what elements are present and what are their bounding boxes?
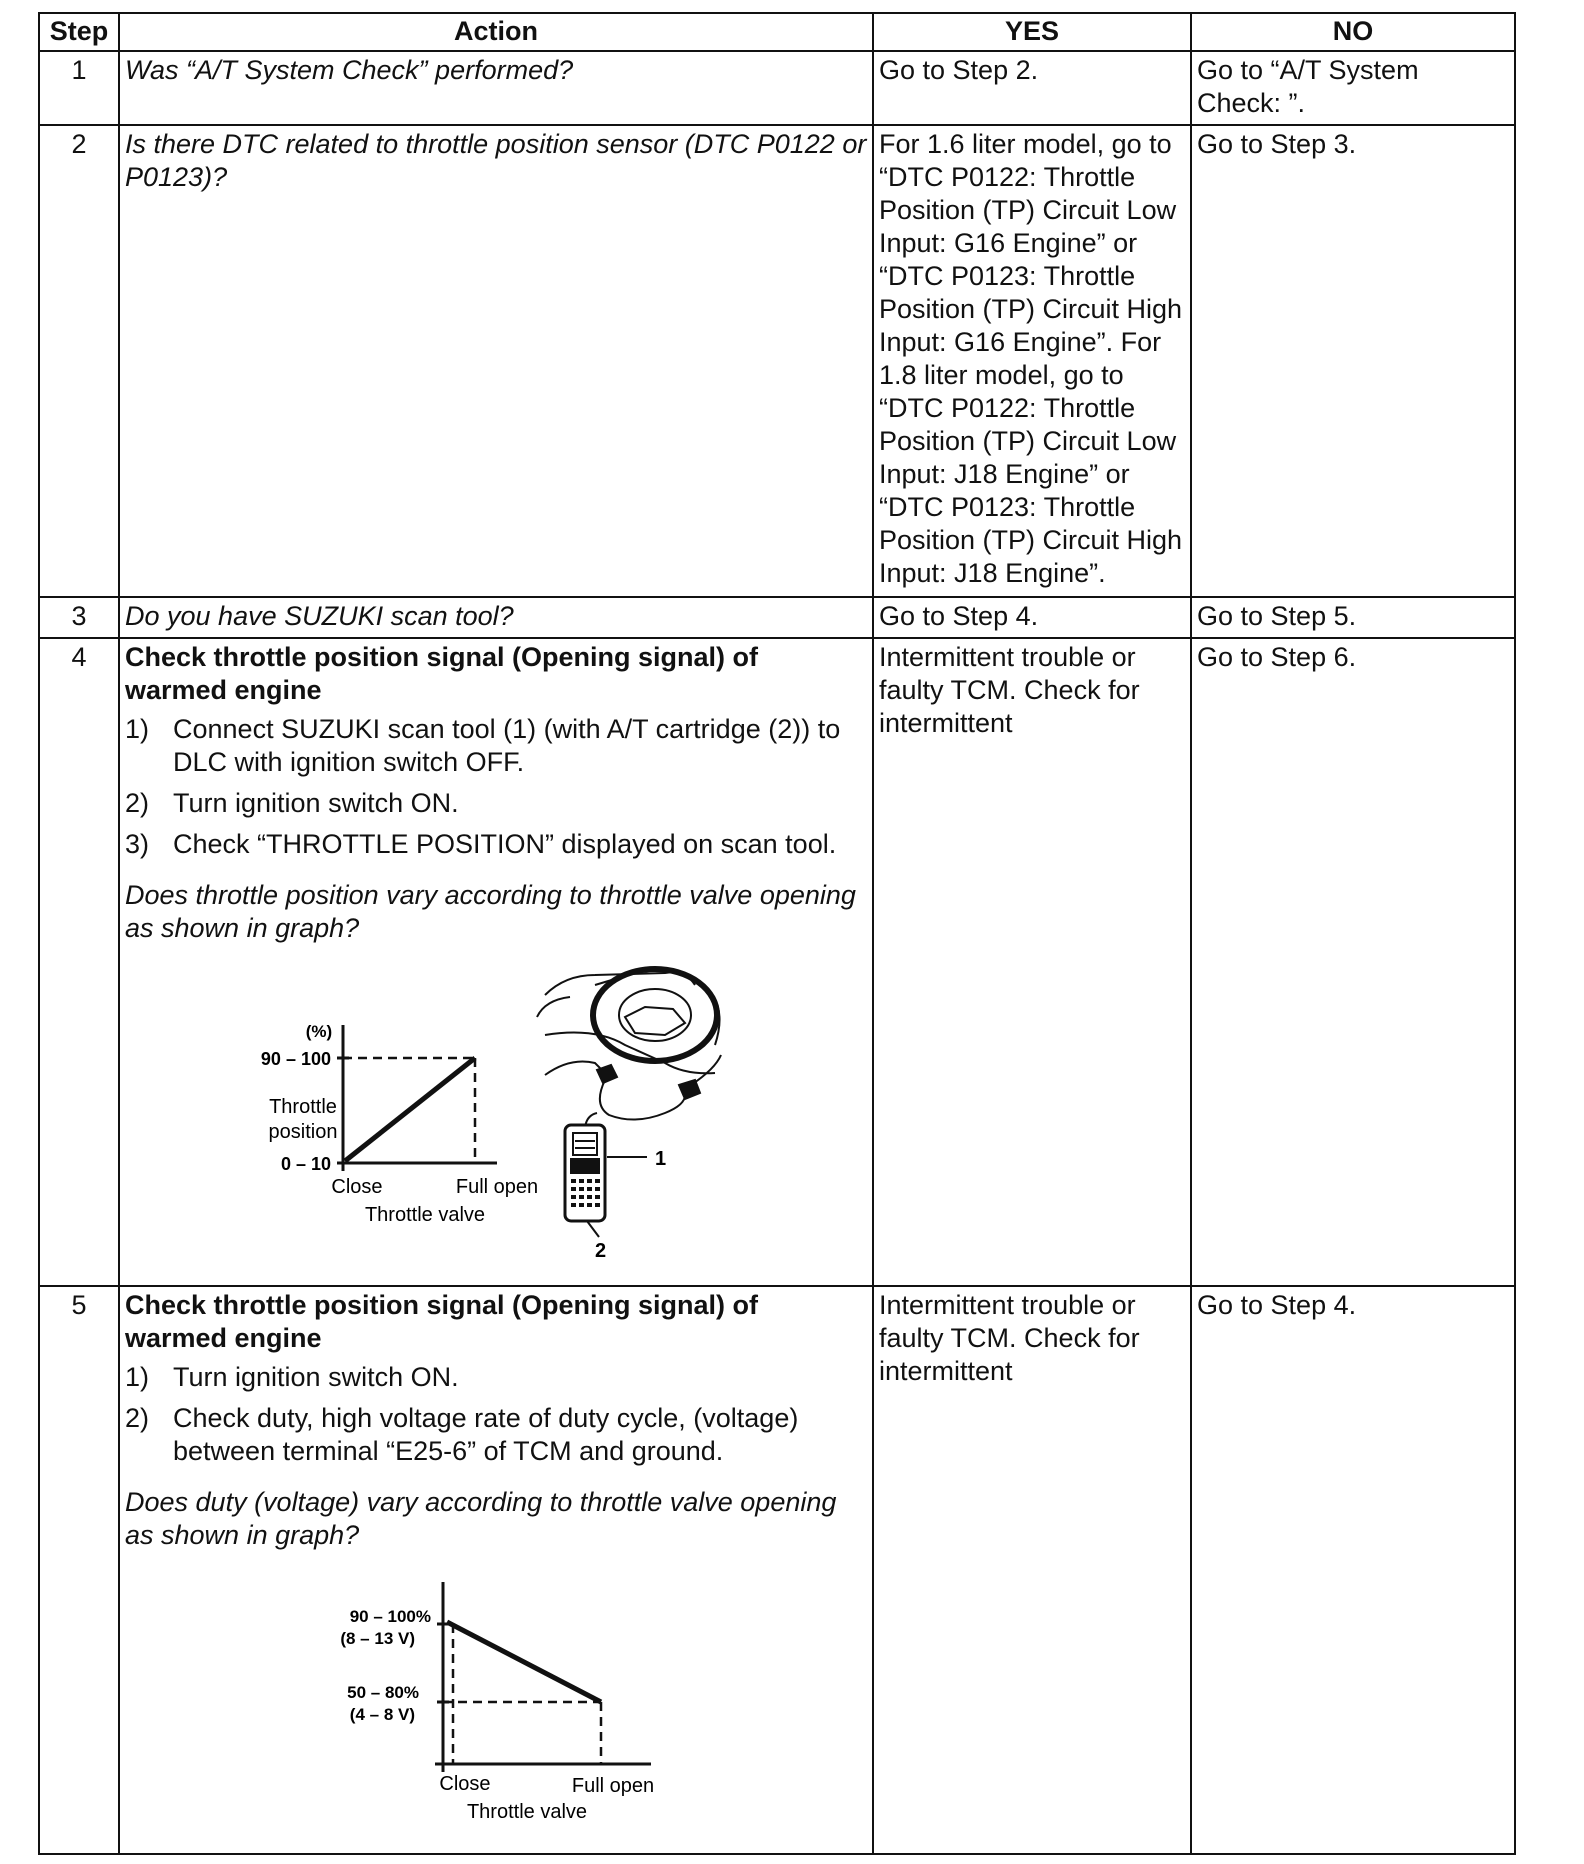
y-axis-label: position xyxy=(268,1121,338,1143)
substep-text: Check duty, high voltage rate of duty cycle, (voltage) between terminal “E25-6” of TCM and ground. xyxy=(173,1403,799,1466)
step-question: Does duty (voltage) vary according to throttle valve opening as shown in graph? xyxy=(125,1487,837,1550)
yes-cell: Intermittent trouble or faulty TCM. Check for intermittent xyxy=(873,1286,1191,1854)
step-heading: Check throttle position signal (Opening signal) of warmed engine xyxy=(125,1290,759,1353)
x-high-tick-label: Full open xyxy=(455,1176,539,1198)
duty-voltage-graph xyxy=(125,1552,869,1822)
y-high-tick-label: 90 – 100% xyxy=(349,1607,431,1626)
yes-cell: Intermittent trouble or faulty TCM. Check for intermittent xyxy=(873,638,1191,1286)
x-low-tick-label: Close xyxy=(439,1773,491,1795)
substep-text: Turn ignition switch ON. xyxy=(173,788,459,818)
x-axis-label: Throttle valve xyxy=(466,1801,588,1823)
step-question: Do you have SUZUKI scan tool? xyxy=(119,597,873,638)
substep-list xyxy=(125,1361,867,1468)
substep-number: 2) xyxy=(125,1403,150,1433)
list-item xyxy=(125,787,867,820)
step-heading: Check throttle position signal (Opening signal) of warmed engine xyxy=(125,642,759,705)
action-cell xyxy=(119,1286,873,1854)
throttle-position-figure xyxy=(125,945,867,1262)
table-header-row xyxy=(39,13,1515,51)
list-item xyxy=(125,828,867,861)
x-low-tick-label: Close xyxy=(331,1176,383,1198)
table-row xyxy=(39,638,1515,1286)
graph-axes xyxy=(435,1582,651,1772)
header-action: Action xyxy=(119,13,873,51)
yes-cell: Go to Step 4. xyxy=(873,597,1191,638)
yes-cell: Go to Step 2. xyxy=(873,51,1191,125)
substep-number: 3) xyxy=(125,829,150,859)
y-high-voltage-label: (8 – 13 V) xyxy=(340,1629,415,1648)
list-item xyxy=(125,1361,867,1394)
table-row xyxy=(39,597,1515,638)
y-axis-label: Throttle xyxy=(269,1096,337,1118)
step-number: 1 xyxy=(39,51,119,125)
scan-tool-illustration xyxy=(537,969,721,1237)
substep-text: Turn ignition switch ON. xyxy=(173,1362,459,1392)
no-cell: Go to “A/T System Check: ”. xyxy=(1191,51,1515,125)
callout-2-label: 2 xyxy=(595,1240,607,1262)
substep-number: 1) xyxy=(125,714,150,744)
substep-list xyxy=(125,713,867,861)
substep-text: Connect SUZUKI scan tool (1) (with A/T cartridge (2)) to DLC with ignition switch OFF. xyxy=(173,714,841,777)
x-axis-label: Throttle valve xyxy=(364,1204,486,1226)
table-row xyxy=(39,1286,1515,1854)
y-unit-label: (%) xyxy=(305,1022,333,1041)
callout-1-label: 1 xyxy=(655,1148,667,1170)
header-step: Step xyxy=(39,13,119,51)
header-yes: YES xyxy=(873,13,1191,51)
no-cell: Go to Step 3. xyxy=(1191,125,1515,597)
duty-voltage-figure xyxy=(125,1552,867,1830)
diagnostic-table xyxy=(38,12,1516,1855)
y-low-voltage-label: (4 – 8 V) xyxy=(349,1705,415,1724)
step-number: 2 xyxy=(39,125,119,597)
table-row xyxy=(39,125,1515,597)
step-number: 3 xyxy=(39,597,119,638)
y-high-tick-label: 90 – 100 xyxy=(260,1049,331,1069)
step-question: Is there DTC related to throttle position sensor (DTC P0122 or P0123)? xyxy=(119,125,873,597)
header-no: NO xyxy=(1191,13,1515,51)
y-low-tick-label: 50 – 80% xyxy=(347,1683,419,1702)
list-item xyxy=(125,1402,867,1468)
no-cell: Go to Step 4. xyxy=(1191,1286,1515,1854)
list-item xyxy=(125,713,867,779)
step-number: 5 xyxy=(39,1286,119,1854)
step-question: Does throttle position vary according to throttle valve opening as shown in graph? xyxy=(125,880,856,943)
action-cell xyxy=(119,638,873,1286)
substep-number: 1) xyxy=(125,1362,150,1392)
no-cell: Go to Step 5. xyxy=(1191,597,1515,638)
yes-cell: For 1.6 liter model, go to “DTC P0122: Throttle Position (TP) Circuit Low Input: G16 Engine” or “DTC P0123: Throttle Position (TP) Circuit High Input: G16 Engine”. For 1.8 liter model, go to “DTC P0122: Throttle Position (TP) Circuit Low Input: J18 Engine” or “DTC P0123: Throttle Position (TP) Circuit High Input: J18 Engine”. xyxy=(873,125,1191,597)
step-number: 4 xyxy=(39,638,119,1286)
throttle-position-graph xyxy=(125,945,869,1262)
step-question: Was “A/T System Check” performed? xyxy=(119,51,873,125)
throttle-position-line xyxy=(345,1058,475,1161)
x-high-tick-label: Full open xyxy=(571,1775,655,1797)
table-row xyxy=(39,51,1515,125)
duty-voltage-line xyxy=(447,1622,601,1702)
y-low-tick-label: 0 – 10 xyxy=(280,1154,331,1174)
no-cell: Go to Step 6. xyxy=(1191,638,1515,1286)
substep-text: Check “THROTTLE POSITION” displayed on scan tool. xyxy=(173,829,837,859)
substep-number: 2) xyxy=(125,788,150,818)
